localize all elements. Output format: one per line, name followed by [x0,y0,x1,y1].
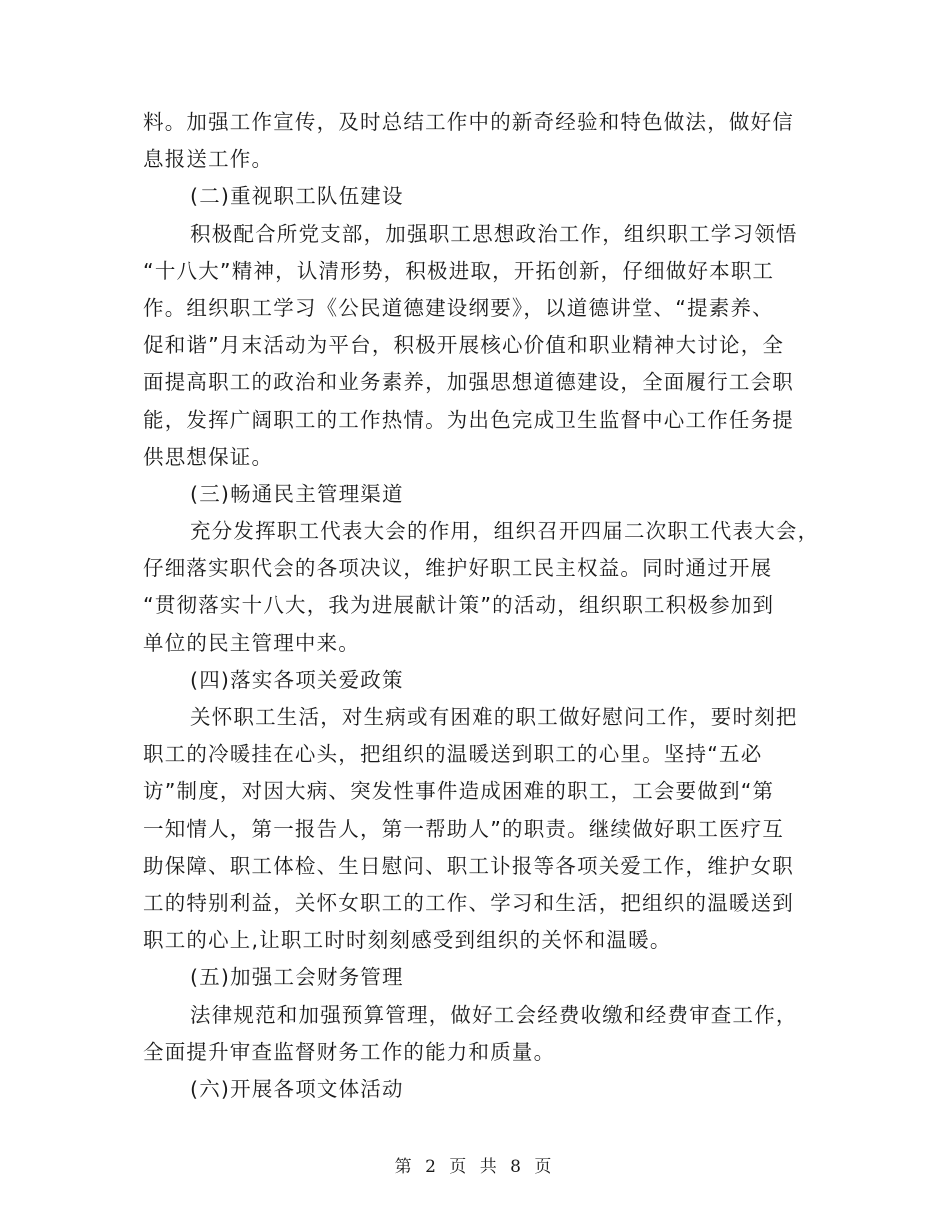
text-line: 面提高职工的政治和业务素养，加强思想道德建设，全面履行工会职 [143,370,794,395]
text-line: 单位的民主管理中来。 [143,630,360,655]
text-line: 息报送工作。 [143,147,274,172]
text-line: (六)开展各项文体活动 [190,1076,404,1101]
text-line: 全面提升审查监督财务工作的能力和质量。 [143,1039,556,1064]
text-line: 一知情人，第一报告人，第一帮助人”的职责。继续做好职工医疗互 [143,816,785,841]
text-line: 职工的心上,让职工时时刻刻感受到组织的关怀和温暖。 [143,928,672,953]
text-line: 助保障、职工体检、生日慰问、职工讣报等各项关爱工作，维护女职 [143,853,794,878]
text-line: 料。加强工作宣传，及时总结工作中的新奇经验和特色做法，做好信 [143,110,794,134]
text-line: 访”制度，对因大病、突发性事件造成困难的职工，工会要做到“第 [143,779,775,804]
text-line: (五)加强工会财务管理 [190,965,404,990]
text-line: 作。组织职工学习《公民道德建设纲要》，以道德讲堂、“提素养、 [143,295,774,320]
text-line: 供思想保证。 [143,444,274,469]
text-line: 工的特别利益，关怀女职工的工作、学习和生活，把组织的温暖送到 [143,890,794,915]
text-line: 能，发挥广阔职工的工作热情。为出色完成卫生监督中心工作任务提 [143,407,794,432]
text-line: 关怀职工生活，对生病或有困难的职工做好慰问工作，要时刻把 [190,705,798,729]
document-body [143,104,820,1108]
text-line: 职工的冷暖挂在心头，把组织的温暖送到职工的心里。坚持“五必 [143,742,763,767]
text-line: 仔细落实职代会的各项决议，维护好职工民主权益。同时通过开展 [143,556,773,581]
text-line: 充分发挥职工代表大会的作用，组织召开四届二次职工代表大会， [190,519,820,544]
page-number-footer: 第 2 页 共 8 页 [394,1157,556,1177]
text-line: “十八大”精神，认清形势，积极进取，开拓创新，仔细做好本职工 [143,258,775,283]
text-line: 法律规范和加强预算管理，做好工会经费收缴和经费审查工作， [190,1002,798,1027]
text-line: (四)落实各项关爱政策 [190,667,404,692]
text-line: “贯彻落实十八大，我为进展献计策”的活动，组织职工积极参加到 [143,593,775,618]
text-line: (三)畅通民主管理渠道 [190,481,404,506]
text-line: (二)重视职工队伍建设 [190,184,404,209]
text-line: 促和谐”月末活动为平台，积极开展核心价值和职业精神大讨论，全 [143,333,785,358]
text-line: 积极配合所党支部，加强职工思想政治工作，组织职工学习领悟 [190,221,798,246]
